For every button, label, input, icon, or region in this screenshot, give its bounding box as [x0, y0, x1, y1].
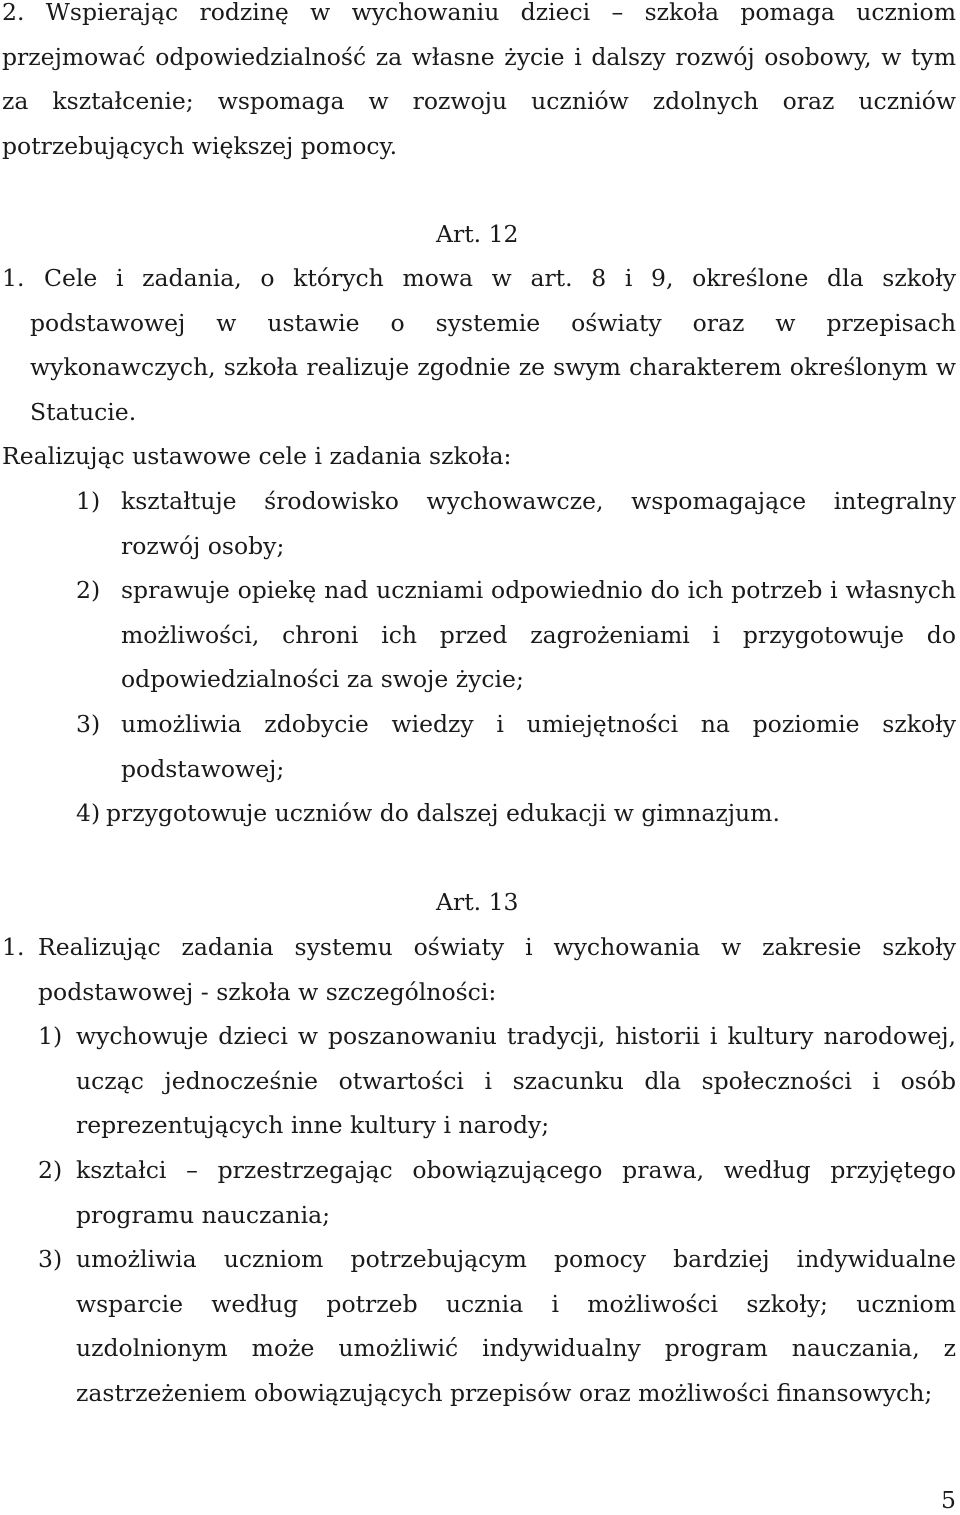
art-13-item-1-number: 1): [38, 1022, 63, 1050]
art-13-item-3-text: umożliwia uczniom potrzebującym pomocy bardziej indywidualne wsparcie według potrzeb ucznia i możliwości szkoły; uczniom uzdolnionym może umożliwić indywidualny program nauczania, z zastrzeżeniem obowiązujących przepisów oraz możliwości finansowych;: [76, 1245, 956, 1407]
art-12-item-3-number: 3): [76, 710, 101, 738]
art-12-item-2-number: 2): [76, 576, 101, 604]
art-12-item-1-number: 1): [76, 487, 101, 515]
art-13-item-3-number: 3): [38, 1245, 63, 1273]
art-12-item-4-number: 4): [76, 799, 101, 827]
art-12-item-2-text: sprawuje opiekę nad uczniami odpowiednio do ich potrzeb i własnych możliwości, chroni ich przed zagrożeniami i przygotowuje do odpowiedzialności za swoje życie;: [121, 576, 956, 693]
art-13-item-1-text: wychowuje dzieci w poszanowaniu tradycji, historii i kultury narodowej, ucząc jednocześnie otwartości i szacunku dla społeczności i osób reprezentujących inne kultury i narody;: [76, 1022, 956, 1139]
art-12-item-3-text: umożliwia zdobycie wiedzy i umiejętności na poziomie szkoły podstawowej;: [121, 710, 956, 783]
art-12-lead: Realizując ustawowe cele i zadania szkoła:: [2, 442, 512, 470]
art-12-heading: Art. 12: [436, 220, 519, 248]
intro-paragraph-text: Wspierając rodzinę w wychowaniu dzieci – szkoła pomaga uczniom przejmować odpowiedzialność za własne życie i dalszy rozwój osobowy, w tym za kształcenie; wspomaga w rozwoju uczniów zdolnych oraz uczniów potrzebujących większej pomocy.: [2, 0, 956, 160]
art-13-point-1-text: Realizując zadania systemu oświaty i wychowania w zakresie szkoły podstawowej - szkoła w szczególności:: [38, 933, 956, 1006]
page-number: 5: [941, 1486, 956, 1514]
art-13-point-1-number: 1.: [2, 933, 25, 961]
art-12-item-1-text: kształtuje środowisko wychowawcze, wspomagające integralny rozwój osoby;: [121, 487, 956, 560]
art-13-item-2-number: 2): [38, 1156, 63, 1184]
intro-paragraph-number: 2.: [2, 0, 46, 26]
art-13-heading: Art. 13: [436, 888, 519, 916]
art-12-point-1-number: 1.: [2, 264, 25, 292]
intro-paragraph: [2, 0, 956, 168]
art-12-point-1-text: Cele i zadania, o których mowa w art. 8 i 9, określone dla szkoły podstawowej w ustawie o systemie oświaty oraz w przepisach wykonawczych, szkoła realizuje zgodnie ze swym charakterem określonym w Statucie.: [30, 264, 956, 426]
art-12-item-4-text: przygotowuje uczniów do dalszej edukacji w gimnazjum.: [106, 799, 780, 827]
art-13-item-2-text: kształci – przestrzegając obowiązującego prawa, według przyjętego programu nauczania;: [76, 1156, 956, 1229]
